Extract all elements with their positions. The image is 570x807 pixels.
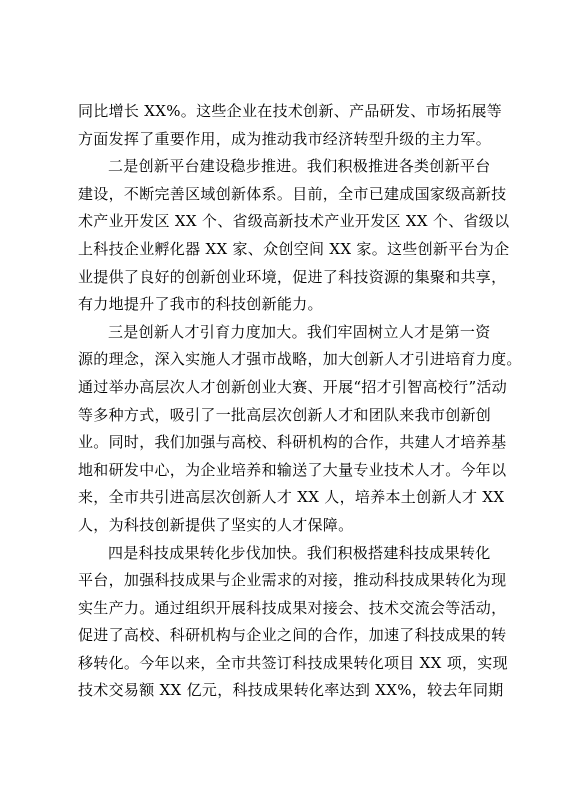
body-text bbox=[78, 98, 522, 705]
text-line: 平台，加强科技成果与企业需求的对接，推动科技成果转化为现 bbox=[78, 571, 507, 590]
text-line: 业。同时，我们加强与高校、科研机构的合作，共建人才培养基 bbox=[78, 433, 507, 452]
text-line: 促进了高校、科研机构与企业之间的合作，加速了科技成果的转 bbox=[78, 626, 507, 645]
text-line: 源的理念，深入实施人才强市战略，加大创新人才引进培育力度。 bbox=[78, 350, 522, 369]
text-line: 人，为科技创新提供了坚实的人才保障。 bbox=[78, 515, 354, 534]
text-line: 移转化。今年以来，全市共签订科技成果转化项目 XX 项，实现 bbox=[78, 653, 508, 672]
text-line: 有力地提升了我市的科技创新能力。 bbox=[78, 295, 323, 314]
text-line: 方面发挥了重要作用，成为推动我市经济转型升级的主力军。 bbox=[78, 129, 492, 148]
text-line: 等多种方式，吸引了一批高层次创新人才和团队来我市创新创 bbox=[78, 405, 492, 424]
text-line: 三是创新人才引育力度加大。我们牢固树立人才是第一资 bbox=[108, 322, 491, 341]
text-line: 上科技企业孵化器 XX 家、众创空间 XX 家。这些创新平台为企 bbox=[78, 239, 510, 258]
text-line: 地和研发中心，为企业培养和输送了大量专业技术人才。今年以 bbox=[78, 460, 507, 479]
text-line: 来，全市共引进高层次创新人才 XX 人，培养本土创新人才 XX bbox=[78, 488, 505, 507]
text-line: 四是科技成果转化步伐加快。我们积极搭建科技成果转化 bbox=[108, 543, 491, 562]
text-line: 建设，不断完善区域创新体系。目前，全市已建成国家级高新技 bbox=[78, 184, 507, 203]
text-line: 实生产力。通过组织开展科技成果对接会、技术交流会等活动， bbox=[78, 598, 507, 617]
text-line: 二是创新平台建设稳步推进。我们积极推进各类创新平台 bbox=[108, 157, 491, 176]
text-line: 同比增长 XX%。这些企业在技术创新、产品研发、市场拓展等 bbox=[78, 102, 503, 120]
text-line: 技术交易额 XX 亿元，科技成果转化率达到 XX%，较去年同期 bbox=[78, 681, 504, 700]
text-line: 术产业开发区 XX 个、省级高新技术产业开发区 XX 个、省级以 bbox=[78, 212, 510, 231]
text-line: 通过举办高层次人才创新创业大赛、开展“招才引智高校行”活动 bbox=[78, 377, 508, 396]
text-line: 业提供了良好的创新创业环境，促进了科技资源的集聚和共享， bbox=[78, 267, 507, 286]
